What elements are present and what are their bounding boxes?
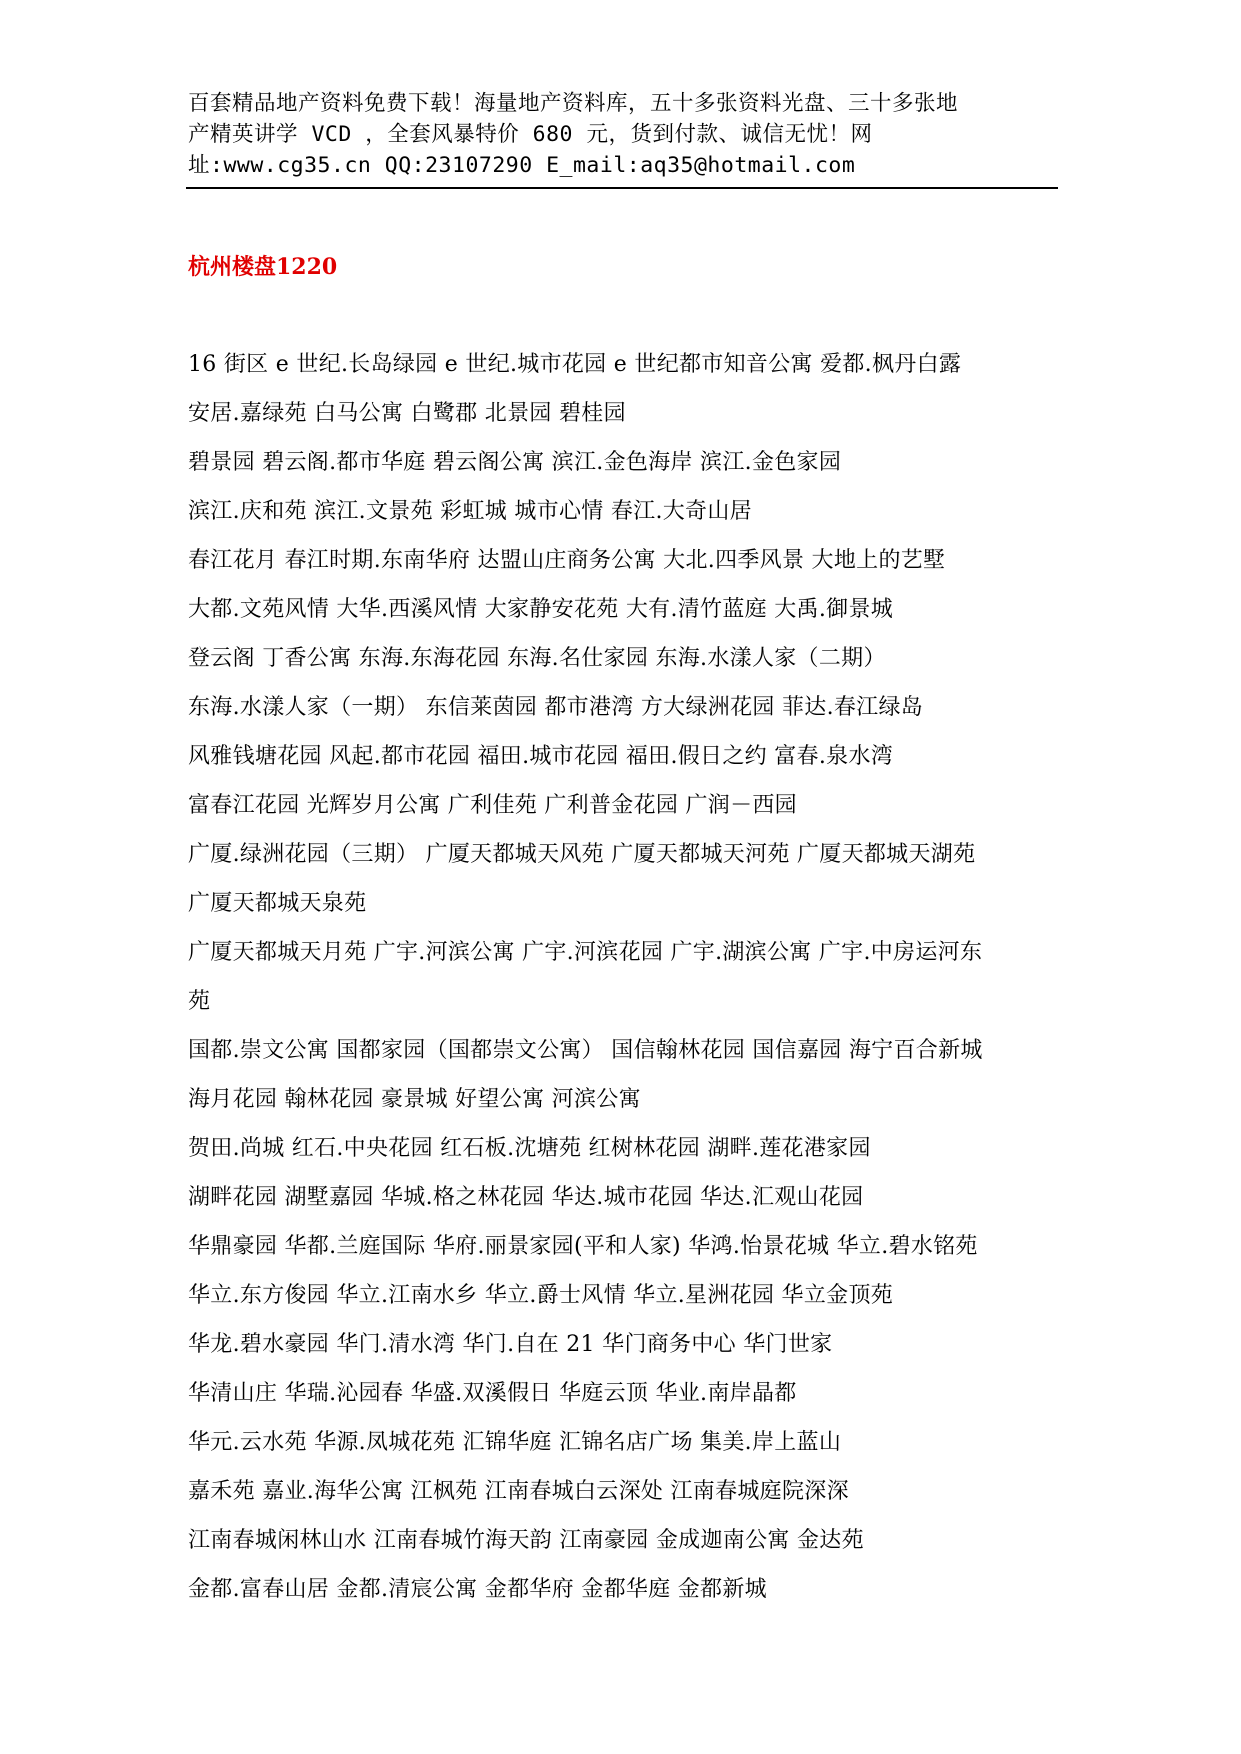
- property-list: [188, 340, 1068, 1614]
- header-divider: [186, 187, 1058, 189]
- header-line-2: 产精英讲学 VCD ，全套风暴特价 680 元，货到付款、诚信无忧！网: [188, 122, 873, 147]
- list-row: 富春江花园 光辉岁月公寓 广利佳苑 广利普金花园 广润－西园: [188, 793, 797, 818]
- list-row: 海月花园 翰林花园 豪景城 好望公寓 河滨公寓: [188, 1087, 641, 1112]
- list-row: 广厦天都城天泉苑: [188, 891, 367, 916]
- list-row: 华清山庄 华瑞.沁园春 华盛.双溪假日 华庭云顶 华业.南岸晶都: [188, 1381, 797, 1406]
- ad-header: [188, 88, 1056, 181]
- list-row: 碧景园 碧云阁.都市华庭 碧云阁公寓 滨江.金色海岸 滨江.金色家园: [188, 450, 842, 475]
- list-row: 华立.东方俊园 华立.江南水乡 华立.爵士风情 华立.星洲花园 华立金顶苑: [188, 1283, 894, 1308]
- list-row: 大都.文苑风情 大华.西溪风情 大家静安花苑 大有.清竹蓝庭 大禹.御景城: [188, 597, 894, 622]
- list-row: 嘉禾苑 嘉业.海华公寓 江枫苑 江南春城白云深处 江南春城庭院深深: [188, 1479, 849, 1504]
- list-row: 湖畔花园 湖墅嘉园 华城.格之林花园 华达.城市花园 华达.汇观山花园: [188, 1185, 864, 1210]
- list-row: 华龙.碧水豪园 华门.清水湾 华门.自在 21 华门商务中心 华门世家: [188, 1332, 833, 1357]
- list-row: 安居.嘉绿苑 白马公寓 白鹭郡 北景园 碧桂园: [188, 401, 626, 426]
- list-row: 国都.崇文公寓 国都家园（国都崇文公寓） 国信翰林花园 国信嘉园 海宁百合新城: [188, 1038, 983, 1063]
- list-row: 16 街区 e 世纪.长岛绿园 e 世纪.城市花园 e 世纪都市知音公寓 爱都.枫丹白露: [188, 352, 962, 377]
- list-row: 江南春城闲林山水 江南春城竹海天韵 江南豪园 金成迦南公寓 金达苑: [188, 1528, 864, 1553]
- list-row: 广厦天都城天月苑 广宇.河滨公寓 广宇.河滨花园 广宇.湖滨公寓 广宇.中房运河东: [188, 940, 983, 965]
- header-line-1: 百套精品地产资料免费下载！海量地产资料库，五十多张资料光盘、三十多张地: [188, 91, 959, 116]
- list-row: 华元.云水苑 华源.凤城花苑 汇锦华庭 汇锦名店广场 集美.岸上蓝山: [188, 1430, 842, 1455]
- list-row: 金都.富春山居 金都.清宸公寓 金都华府 金都华庭 金都新城: [188, 1577, 767, 1602]
- list-row: 华鼎豪园 华都.兰庭国际 华府.丽景家园(平和人家) 华鸿.怡景花城 华立.碧水铭苑: [188, 1234, 978, 1259]
- header-line-3: 址:www.cg35.cn QQ:23107290 E_mail:aq35@hotmail.com: [188, 153, 856, 178]
- list-row: 滨江.庆和苑 滨江.文景苑 彩虹城 城市心情 春江.大奇山居: [188, 499, 752, 524]
- list-row: 春江花月 春江时期.东南华府 达盟山庄商务公寓 大北.四季风景 大地上的艺墅: [188, 548, 946, 573]
- list-row: 广厦.绿洲花园（三期） 广厦天都城天风苑 广厦天都城天河苑 广厦天都城天湖苑: [188, 842, 976, 867]
- page-title: 杭州楼盘1220: [188, 254, 338, 280]
- list-row: 东海.水漾人家（一期） 东信莱茵园 都市港湾 方大绿洲花园 菲达.春江绿岛: [188, 695, 924, 720]
- list-row: 登云阁 丁香公寓 东海.东海花园 东海.名仕家园 东海.水漾人家（二期）: [188, 646, 886, 671]
- list-row: 苑: [188, 989, 211, 1014]
- list-row: 风雅钱塘花园 风起.都市花园 福田.城市花园 福田.假日之约 富春.泉水湾: [188, 744, 894, 769]
- list-row: 贺田.尚城 红石.中央花园 红石板.沈塘苑 红树林花园 湖畔.莲花港家园: [188, 1136, 871, 1161]
